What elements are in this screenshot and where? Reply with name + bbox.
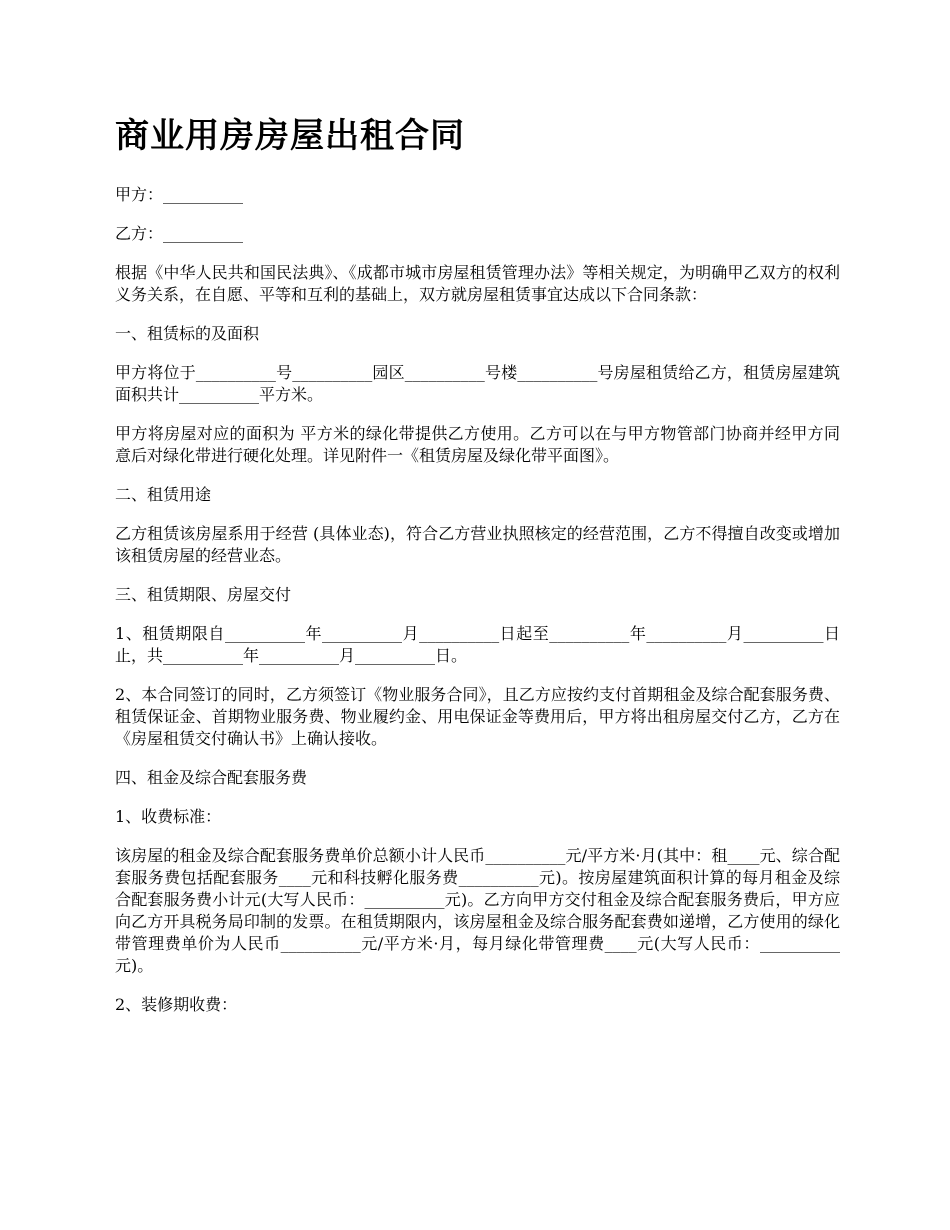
section-heading-3: 三、租赁期限、房屋交付 — [115, 585, 292, 604]
decoration-fee-heading: 2、装修期收费： — [115, 995, 238, 1014]
handover-paragraph: 2、本合同签订的同时，乙方须签订《物业服务合同》，且乙方应按约支付首期租金及综合配套服务费、租赁保证金、首期物业服务费、物业履约金、用电保证金等费用后，甲方将出租房屋交付乙方，乙方在《房屋租赁交付确认书》上确认接收。 — [115, 685, 840, 748]
lease-purpose-paragraph: 乙方租赁该房屋系用于经营 (具体业态)，符合乙方营业执照核定的经营范围，乙方不得擅自改变或增加该租赁房屋的经营业态。 — [115, 524, 840, 565]
party-b-line: 乙方：__________ — [115, 224, 244, 243]
fee-standard-paragraph: 该房屋的租金及综合配套服务费单价总额小计人民币__________元/平方米·月(其中：租____元、综合配套服务费包括配套服务____元和科技孵化服务费__________元)。按房屋建筑面积计算的每月租金及综合配套服务费小计元(大写人民币：__________元)。乙方向甲方交付租金及综合配套服务费后，甲方应向乙方开具税务局印制的发票。在租赁期限内，该房屋租金及综合服务配套费如递增，乙方使用的绿化带管理费单价为人民币__________元/平方米·月，每月绿化带管理费____元(大写人民币：__________元)。 — [115, 846, 840, 975]
green-belt-paragraph: 甲方将房屋对应的面积为 平方米的绿化带提供乙方使用。乙方可以在与甲方物管部门协商并经甲方同意后对绿化带进行硬化处理。详见附件一《租赁房屋及绿化带平面图》。 — [115, 424, 840, 465]
lease-object-paragraph: 甲方将位于__________号__________园区__________号楼__________号房屋租赁给乙方，租赁房屋建筑面积共计__________平方米。 — [115, 363, 840, 404]
section-heading-4: 四、租金及综合配套服务费 — [115, 768, 308, 787]
lease-term-paragraph: 1、租赁期限自__________年__________月__________日起至__________年__________月__________日止，共__________年__________月__________日。 — [115, 624, 840, 665]
document-title: 商业用房房屋出租合同 — [115, 116, 465, 156]
section-heading-2: 二、租赁用途 — [115, 485, 212, 504]
contract-page — [115, 110, 840, 1033]
section-heading-1: 一、租赁标的及面积 — [115, 324, 260, 343]
fee-standard-heading: 1、收费标准： — [115, 807, 222, 826]
party-a-line: 甲方：__________ — [115, 185, 244, 204]
preamble-paragraph: 根据《中华人民共和国民法典》、《成都市城市房屋租赁管理办法》等相关规定，为明确甲乙双方的权利义务关系，在自愿、平等和互利的基础上，双方就房屋租赁事宜达成以下合同条款： — [115, 263, 840, 304]
